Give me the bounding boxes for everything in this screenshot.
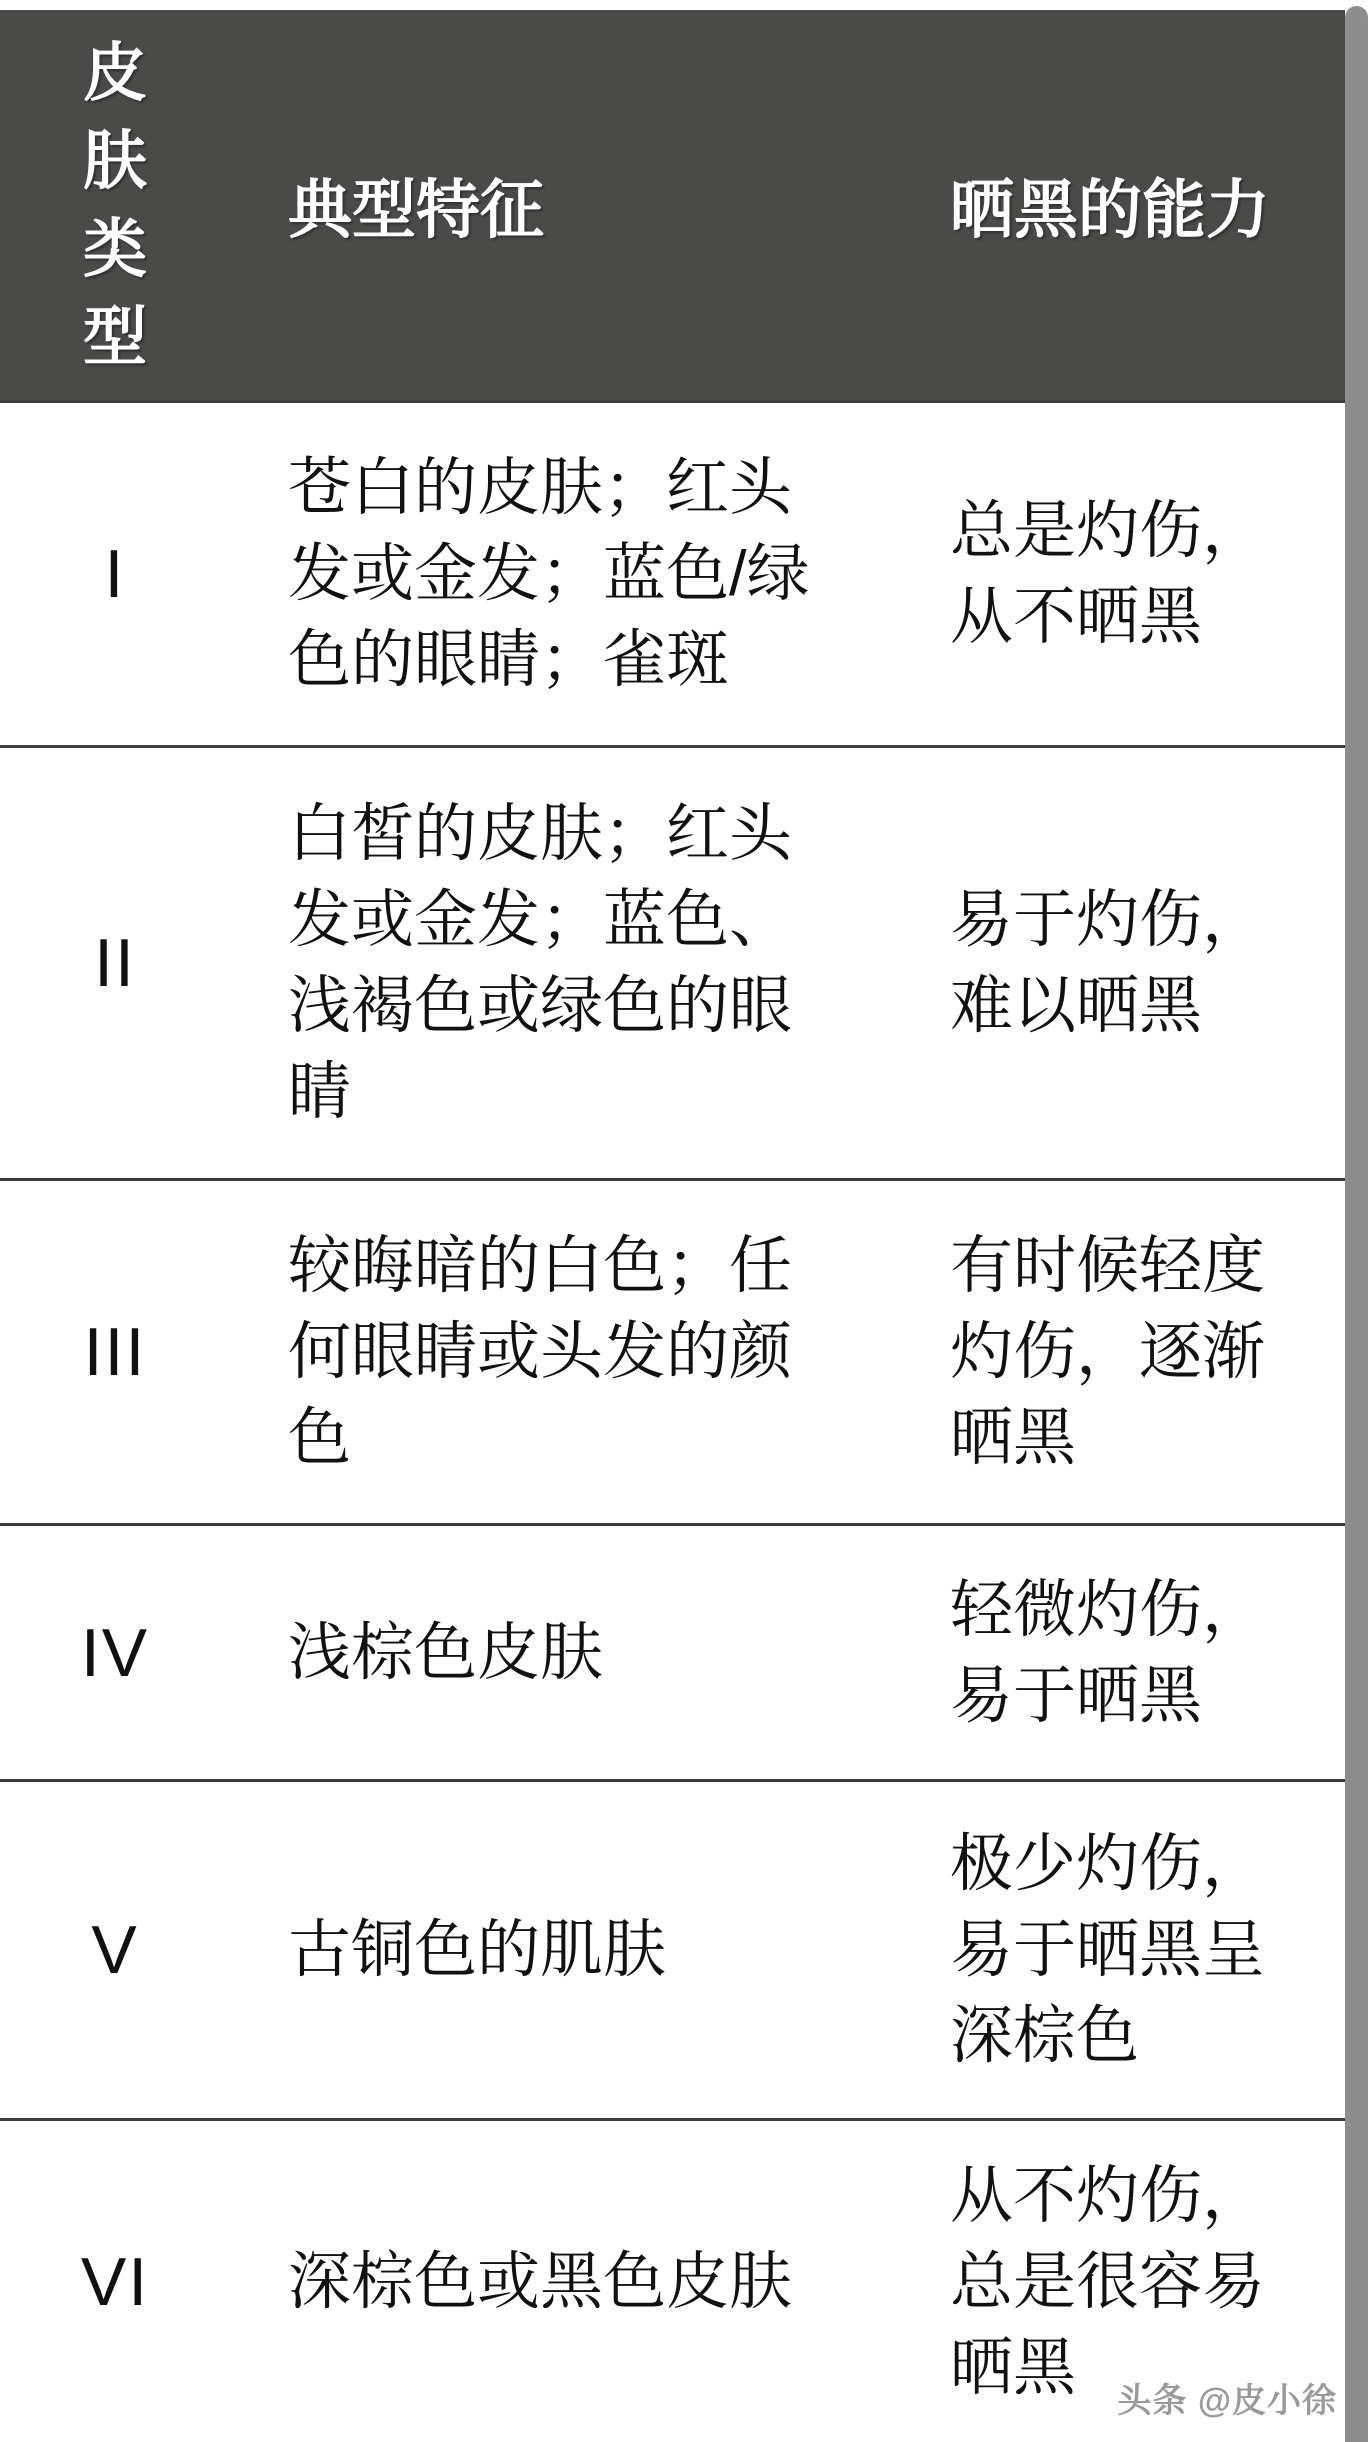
table-row — [0, 1779, 1345, 2118]
watermark: 头条 @皮小徐 — [1117, 2382, 1337, 2420]
type-cell: II — [94, 925, 136, 1001]
features-cell — [230, 1526, 890, 1779]
ability-text: 轻微灼伤，易于晒黑 — [950, 1574, 1265, 1731]
type-cell: IV — [80, 1614, 150, 1691]
table-row — [0, 1178, 1345, 1523]
ability-cell — [890, 748, 1345, 1178]
ability-text: 从不灼伤，总是很容易晒黑 — [950, 2160, 1265, 2403]
table-row — [0, 400, 1345, 745]
features-text: 较晦暗的白色；任何眼睛或头发的颜色 — [288, 1231, 792, 1473]
ability-cell — [890, 1181, 1345, 1523]
ability-cell — [890, 1782, 1345, 2118]
features-cell — [230, 2121, 890, 2442]
features-cell — [230, 403, 890, 745]
table-row — [0, 1523, 1345, 1779]
features-cell — [230, 748, 890, 1178]
ability-text: 易于灼伤，难以晒黑 — [950, 885, 1265, 1041]
type-cell: VI — [80, 2243, 150, 2320]
header-cell-ability — [890, 10, 1345, 400]
ability-text: 极少灼伤，易于晒黑呈深棕色 — [950, 1829, 1265, 2071]
skin-type-table — [0, 10, 1345, 2442]
top-margin-strip — [0, 0, 1368, 10]
ability-cell — [890, 1526, 1345, 1779]
ability-text: 总是灼伤，从不晒黑 — [950, 496, 1265, 652]
scrollbar-thumb[interactable] — [1345, 6, 1368, 2442]
type-cell: I — [104, 536, 126, 612]
header-label-skin-type: 皮肤类型 — [83, 37, 147, 373]
features-text: 浅棕色皮肤 — [288, 1617, 603, 1688]
features-text: 深棕色或黑色皮肤 — [288, 2246, 792, 2317]
table-row — [0, 745, 1345, 1178]
header-label-ability: 晒黑的能力 — [950, 174, 1270, 246]
header-label-features: 典型特征 — [288, 174, 544, 246]
features-text: 白皙的皮肤；红头发或金发；蓝色、浅褐色或绿色的眼睛 — [288, 799, 792, 1127]
features-text: 古铜色的肌肤 — [288, 1915, 666, 1985]
header-cell-skin-type — [0, 10, 230, 400]
features-cell — [230, 1782, 890, 2118]
type-cell: III — [83, 1314, 147, 1390]
header-cell-features — [230, 10, 890, 400]
type-cell: V — [91, 1912, 139, 1988]
features-text: 苍白的皮肤；红头发或金发；蓝色/绿色的眼睛；雀斑 — [288, 453, 810, 695]
ability-text: 有时候轻度灼伤，逐渐晒黑 — [950, 1231, 1265, 1473]
ability-cell — [890, 403, 1345, 745]
features-cell — [230, 1181, 890, 1523]
table-header-row — [0, 10, 1345, 400]
